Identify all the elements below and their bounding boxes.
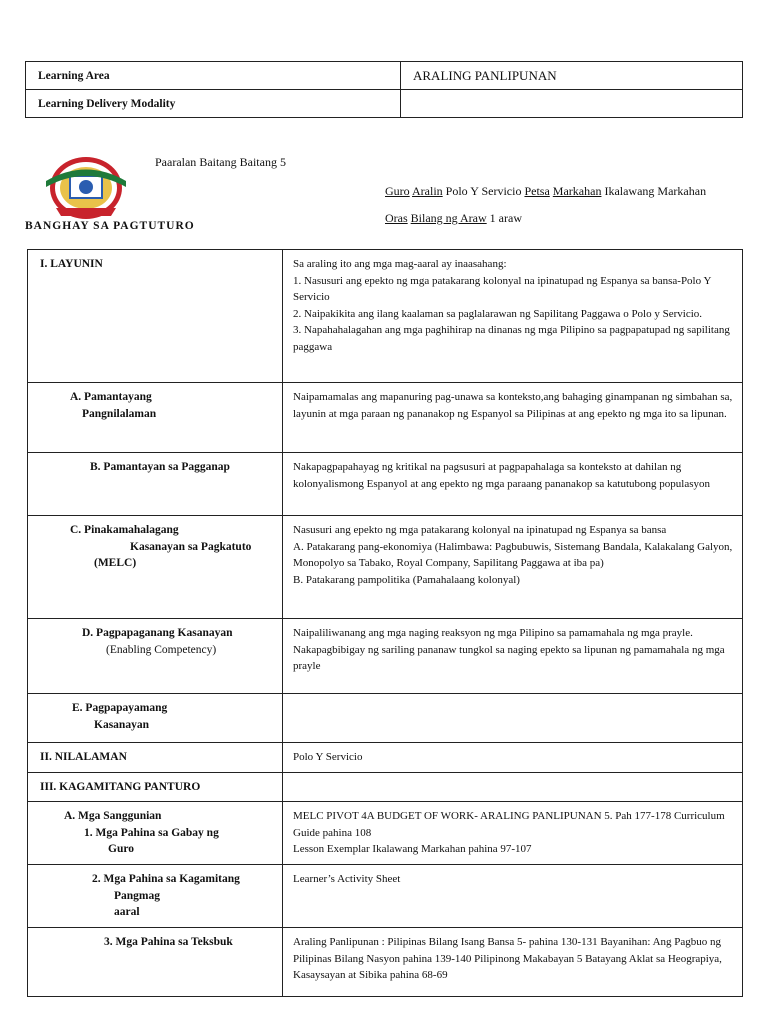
modality-row (26, 90, 743, 118)
petsa-label: Petsa (524, 184, 550, 198)
layunin-label (28, 250, 283, 383)
label-line: Kasanayan (94, 718, 149, 731)
label-line: Pangnilalaman (82, 407, 157, 420)
pamantayang-pangnilalaman-content: Naipamamalas ang mapanuring pag-unawa sa konteksto,ang bahaging ginampanan ng simbahan sa, layunin at mga paraan ng pananakop ng Espanyol sa Pilipinas at ang epekto ng mga ito sa lipunan. (283, 383, 743, 453)
modality-label: Learning Delivery Modality (26, 90, 401, 118)
melc-content (283, 516, 743, 619)
learning-area-row (26, 62, 743, 90)
oras-label: Oras (385, 211, 408, 225)
nilalaman-content: Polo Y Servicio (283, 743, 743, 773)
sanggunian-label (28, 802, 283, 865)
enabling-competency-label (28, 619, 283, 694)
kagamitang-pangmag-aaral-content: Learner’s Activity Sheet (283, 865, 743, 928)
enabling-line: Nakapagbibigay ng sariling pananaw tungkol sa naging epekto sa lipunan ng pamamahala ng mga prayle (293, 643, 725, 672)
pamantayan-sa-pagganap-label: B. Pamantayan sa Pagganap (28, 453, 283, 516)
teksbuk-content: Araling Panlipunan : Pilipinas Bilang Isang Bansa 5- pahina 130-131 Bayanihan: Ang Pagbuo ng Pilipinas Bilang Nasyon pahina 139-140 Pilipinong Makabayan 5 Batayang Aklat sa Heograpiya, Kasaysayan at Sibika pahina 68-69 (283, 928, 743, 997)
label-line: A. Mga Sanggunian (64, 810, 162, 822)
table-row (28, 928, 743, 997)
label-line: A. Pamantayang (70, 391, 152, 403)
table-row (28, 383, 743, 453)
layunin-line: Sa araling ito ang mga mag-aaral ay inaasahang: (293, 258, 507, 270)
melc-line: B. Patakarang pampolitika (Pamahalaang kolonyal) (293, 573, 520, 586)
aralin-label: Aralin (412, 184, 443, 198)
time-info-line (385, 211, 522, 226)
label-line: Kasanayan sa Pagkatuto (130, 540, 252, 553)
nilalaman-label: II. NILALAMAN (28, 743, 283, 773)
pagpapayamang-kasanayan-label (28, 694, 283, 743)
deped-seal-logo (41, 153, 131, 223)
header-table (25, 61, 743, 118)
table-row (28, 516, 743, 619)
teacher-info-line (385, 184, 706, 199)
table-row (28, 743, 743, 773)
melc-label (28, 516, 283, 619)
label-line: Guro (108, 843, 134, 855)
table-row (28, 694, 743, 743)
sanggunian-line: Lesson Exemplar Ikalawang Markahan pahina 97-107 (293, 843, 532, 855)
learning-area-value: ARALING PANLIPUNAN (401, 62, 743, 90)
aralin-value: Polo Y Servicio (445, 184, 522, 198)
label-line: C. Pinakamahalagang (70, 524, 179, 536)
layunin-label-text: I. LAYUNIN (40, 258, 103, 270)
kagamitang-pangmag-aaral-label (28, 865, 283, 928)
table-row (28, 802, 743, 865)
layunin-content (283, 250, 743, 383)
layunin-line: 3. Napahahalagahan ang mga paghihirap na dinanas ng mga Pilipino sa pagpapatupad ng sapilitang paggawa (293, 324, 730, 353)
kagamitang-panturo-label: III. KAGAMITANG PANTURO (28, 772, 283, 802)
label-line: (MELC) (94, 557, 137, 569)
label-line: E. Pagpapayamang (72, 702, 168, 714)
pamantayan-sa-pagganap-content: Nakapagpapahayag ng kritikal na pagsusuri at pagpapahalaga sa konteksto at dahilan ng kolonyalismong Espanyol at ang epekto ng mga paraang pananakop sa katutubong populasyon (283, 453, 743, 516)
lesson-plan-table (27, 249, 743, 997)
kagamitang-panturo-content (283, 772, 743, 802)
sanggunian-content (283, 802, 743, 865)
label-line: aaral (114, 906, 140, 918)
pagpapayamang-kasanayan-content (283, 694, 743, 743)
baitang-value: Baitang 5 (239, 155, 286, 169)
melc-line: A. Patakarang pang-ekonomiya (Halimbawa: Pagbubuwis, Sistemang Bandala, Kalakalang Galyon, Monopolyo sa Tabako, Royal Company, Sapilitang Paggawa at iba pa) (293, 540, 733, 569)
markahan-value: Ikalawang Markahan (604, 184, 707, 198)
paaralan-label: Paaralan (155, 155, 197, 169)
bilang-label: Bilang ng Araw (410, 211, 487, 225)
learning-area-label: Learning Area (26, 62, 401, 90)
layunin-line: 2. Naipakikita ang ilang kaalaman sa paglalarawan ng Sapilitang Paggawa o Polo y Servicio. (293, 307, 703, 320)
melc-line: Nasusuri ang epekto ng mga patakarang kolonyal na ipinatupad ng Espanya sa bansa (293, 524, 667, 536)
baitang-label: Baitang (199, 155, 237, 169)
label-line: 1. Mga Pahina sa Gabay ng (84, 826, 219, 839)
label-line: 2. Mga Pahina sa Kagamitang (92, 873, 240, 885)
teksbuk-label: 3. Mga Pahina sa Teksbuk (28, 928, 283, 997)
table-row (28, 250, 743, 383)
table-row (28, 453, 743, 516)
table-row (28, 619, 743, 694)
document-title: BANGHAY SA PAGTUTURO (25, 220, 195, 232)
school-info-line (155, 155, 286, 170)
table-row (28, 865, 743, 928)
modality-value (401, 90, 743, 118)
bilang-value: 1 araw (489, 211, 522, 225)
label-line: (Enabling Competency) (106, 643, 217, 656)
pamantayang-pangnilalaman-label (28, 383, 283, 453)
enabling-line: Naipaliliwanang ang mga naging reaksyon ng mga Pilipino sa pamamahala ng mga prayle. (293, 627, 693, 639)
sanggunian-line: MELC PIVOT 4A BUDGET OF WORK- ARALING PANLIPUNAN 5. Pah 177-178 Curriculum Guide pahina 108 (293, 810, 725, 839)
markahan-label: Markahan (552, 184, 602, 198)
label-line: D. Pagpapaganang Kasanayan (82, 627, 233, 639)
layunin-line: 1. Nasusuri ang epekto ng mga patakarang kolonyal na ipinatupad ng Espanya sa bansa-Polo Y Servicio (293, 274, 711, 303)
label-line: Pangmag (114, 889, 160, 902)
enabling-competency-content (283, 619, 743, 694)
table-row (28, 772, 743, 802)
guro-label: Guro (385, 184, 410, 198)
